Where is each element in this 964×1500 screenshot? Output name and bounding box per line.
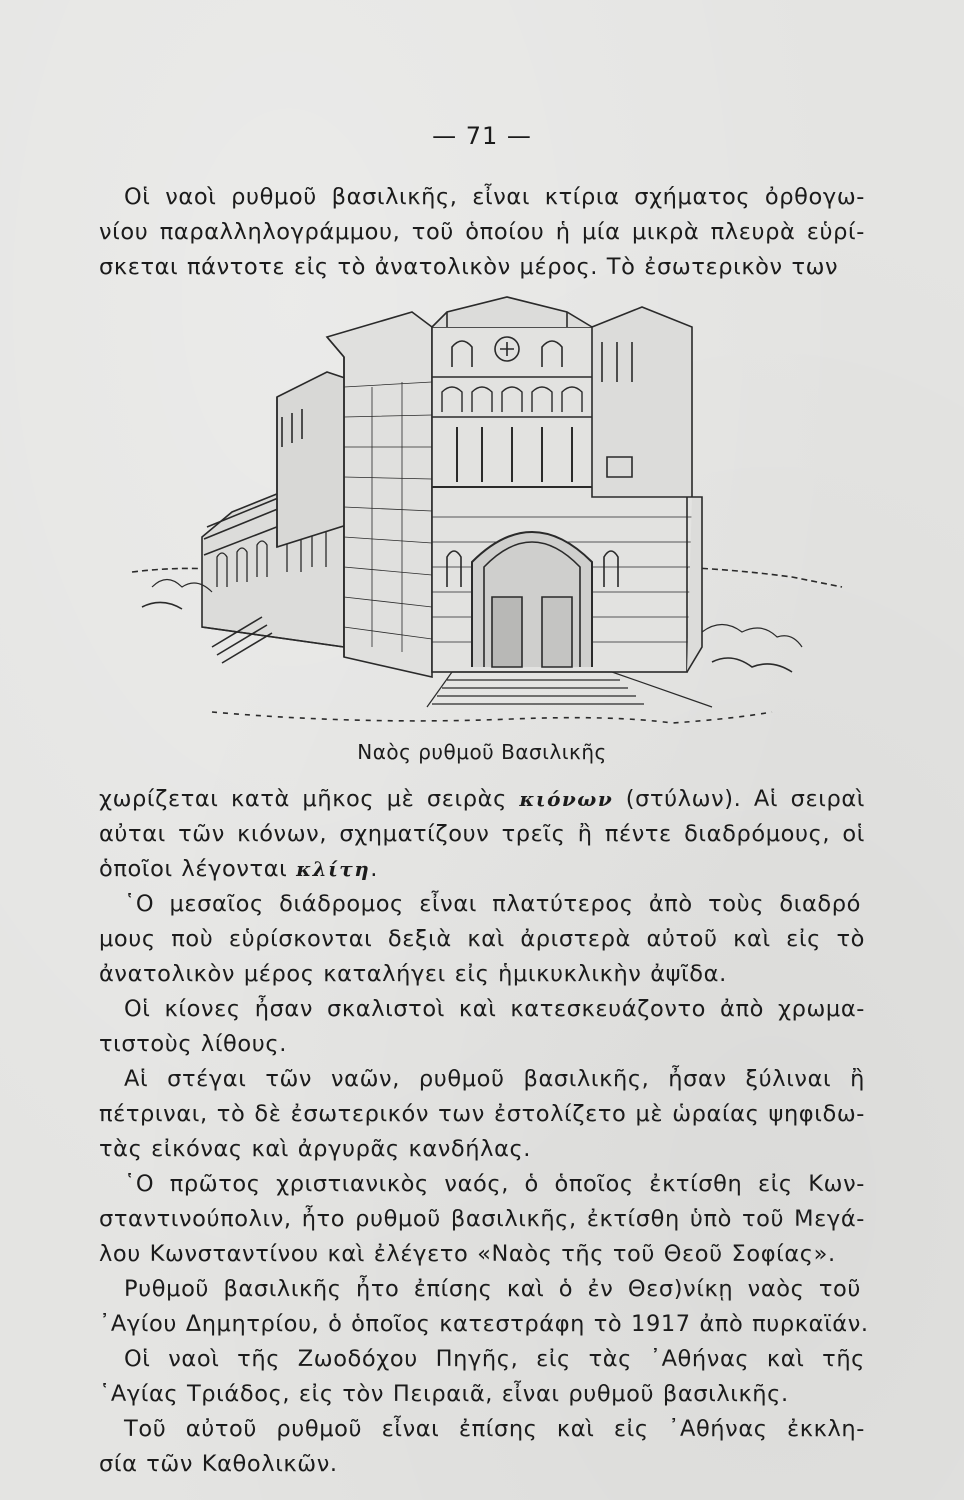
text-fragment: χωρίζεται κατὰ μῆκος μὲ σειρὰς: [99, 786, 520, 812]
basilica-church-engraving-icon: [112, 287, 872, 732]
text-line: πέτριναι, τὸ δὲ ἐσωτερικόν των ἐστολίζετο μὲ ὡραίας ψηφιδω-: [99, 1101, 865, 1127]
text-line: μους ποὺ εὑρίσκονται δεξιὰ καὶ ἀριστερὰ αὐτοῦ καὶ εἰς τὸ: [99, 926, 865, 952]
page-number: — 71 —: [432, 122, 532, 150]
text-line: ᾿Αγίου Δημητρίου, ὁ ὁποῖος κατεστράφη τὸ 1917 ἀπὸ πυρκαϊάν.: [99, 1311, 869, 1337]
text-line: αὐται τῶν κιόνων, σχηματίζουν τρεῖς ἢ πέντε διαδρόμους, οἱ: [99, 821, 865, 847]
text-line: Αἱ στέγαι τῶν ναῶν, ρυθμοῦ βασιλικῆς, ἦσαν ξύλιναι ἢ: [124, 1066, 865, 1092]
text-fragment: (στύλων). Αἱ σειραὶ: [613, 786, 865, 812]
text-line: Οἱ ναοὶ ρυθμοῦ βασιλικῆς, εἶναι κτίρια σχήματος ὀρθογω-: [124, 184, 865, 210]
text-line: Οἱ ναοὶ τῆς Ζωοδόχου Πηγῆς, εἰς τὰς ᾿Αθήνας καὶ τῆς: [124, 1346, 865, 1372]
text-fragment: ὁποῖοι λέγονται: [99, 856, 297, 882]
emphasized-term: κλίτη: [296, 857, 371, 881]
text-line: τιστοὺς λίθους.: [99, 1031, 287, 1057]
text-line: Οἱ κίονες ἦσαν σκαλιστοὶ καὶ κατεσκευάζοντο ἀπὸ χρωμα-: [124, 996, 865, 1022]
text-line: ῾Ο μεσαῖος διάδρομος εἶναι πλατύτερος ἀπὸ τοὺς διαδρό: [124, 891, 861, 917]
text-line: [99, 782, 865, 816]
text-line: [99, 852, 378, 886]
text-line: ῾Αγίας Τριάδος, εἰς τὸν Πειραιᾶ, εἶναι ρυθμοῦ βασιλικῆς.: [99, 1381, 789, 1407]
text-line: ἀνατολικὸν μέρος καταλήγει εἰς ἡμικυκλικὴν ἀψῖδα.: [99, 961, 727, 987]
text-line: σία τῶν Καθολικῶν.: [99, 1451, 338, 1477]
text-line: Ρυθμοῦ βασιλικῆς ἦτο ἐπίσης καὶ ὁ ἐν Θεσ)νίκῃ ναὸς τοῦ: [124, 1276, 861, 1302]
text-fragment: .: [370, 856, 379, 882]
text-line: ῾Ο πρῶτος χριστιανικὸς ναός, ὁ ὁποῖος ἐκτίσθη εἰς Κων-: [124, 1171, 865, 1197]
text-line: Τοῦ αὐτοῦ ρυθμοῦ εἶναι ἐπίσης καὶ εἰς ᾿Αθήνας ἐκκλη-: [124, 1416, 865, 1442]
text-line: τὰς εἰκόνας καὶ ἀργυρᾶς κανδήλας.: [99, 1136, 532, 1162]
text-line: λου Κωνσταντίνου καὶ ἐλέγετο «Ναὸς τῆς τοῦ Θεοῦ Σοφίας».: [99, 1241, 836, 1267]
emphasized-term: κιόνων: [519, 787, 614, 811]
text-line: σταντινούπολιν, ἦτο ρυθμοῦ βασιλικῆς, ἐκτίσθη ὑπὸ τοῦ Μεγά-: [99, 1206, 865, 1232]
text-line: σκεται πάντοτε εἰς τὸ ἀνατολικὸν μέρος. Τὸ ἐσωτερικὸν των: [99, 254, 839, 280]
figure-caption: Ναὸς ρυθμοῦ Βασιλικῆς: [357, 740, 607, 764]
text-line: νίου παραλληλογράμμου, τοῦ ὁποίου ἡ μία μικρὰ πλευρὰ εὑρί-: [99, 219, 865, 245]
